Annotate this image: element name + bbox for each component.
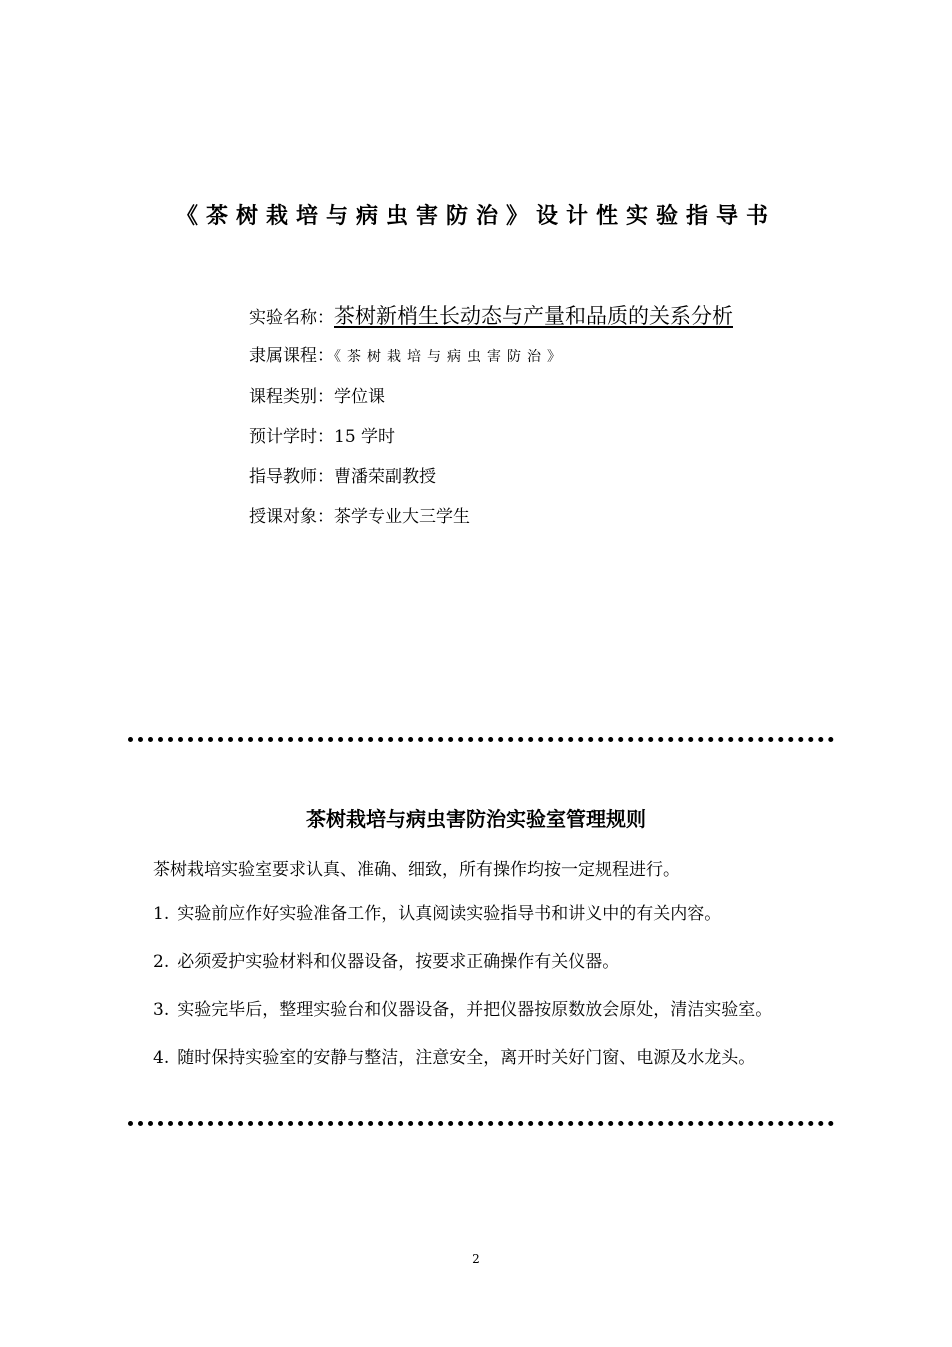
rule-text: 随时保持实验室的安静与整洁，注意安全，离开时关好门窗、电源及水龙头。: [177, 1048, 756, 1068]
rule-number: 1.: [153, 904, 170, 924]
document-title: 《茶树栽培与病虫害防治》设计性实验指导书: [175, 204, 776, 229]
audience-value: 茶学专业大三学生: [334, 507, 470, 527]
info-label: 指导教师：: [249, 467, 334, 487]
rules-intro: 茶树栽培实验室要求认真、准确、细致，所有操作均按一定规程进行。: [153, 860, 680, 880]
rule-number: 2.: [153, 952, 170, 972]
info-label: 实验名称：: [249, 308, 334, 328]
dotted-divider-top: [128, 737, 834, 742]
page-number: 2: [472, 1252, 480, 1266]
info-row-experiment-name: [249, 306, 869, 328]
rule-item: [153, 903, 772, 925]
info-label: 授课对象：: [249, 507, 334, 527]
rule-item: [153, 1047, 772, 1069]
info-row-course-type: [249, 387, 869, 407]
experiment-name-value: 茶树新梢生长动态与产量和品质的关系分析: [334, 304, 733, 328]
course-type-value: 学位课: [334, 387, 385, 407]
course-value: 《茶树栽培与病虫害防治》: [334, 349, 567, 365]
rule-text: 实验前应作好实验准备工作，认真阅读实验指导书和讲义中的有关内容。: [177, 904, 722, 924]
rule-text: 必须爱护实验材料和仪器设备，按要求正确操作有关仪器。: [177, 952, 620, 972]
rule-number: 3.: [153, 1000, 170, 1020]
rules-title: 茶树栽培与病虫害防治实验室管理规则: [306, 807, 646, 831]
rule-text: 实验完毕后，整理实验台和仪器设备，并把仪器按原数放会原处，清洁实验室。: [177, 1000, 773, 1020]
teacher-value: 曹潘荣副教授: [334, 467, 436, 487]
rule-item: [153, 999, 772, 1021]
hours-value: 15 学时: [334, 427, 396, 447]
rule-item: [153, 951, 772, 973]
info-row-hours: [249, 427, 869, 447]
info-label: 隶属课程：: [249, 346, 334, 366]
experiment-info: [249, 306, 869, 547]
rule-number: 4.: [153, 1048, 170, 1068]
rules-list: [153, 903, 772, 1095]
info-label: 预计学时：: [249, 427, 334, 447]
info-label: 课程类别：: [249, 387, 334, 407]
info-row-teacher: [249, 467, 869, 487]
info-row-course: [249, 346, 869, 367]
dotted-divider-bottom: [128, 1121, 834, 1126]
info-row-audience: [249, 507, 869, 527]
